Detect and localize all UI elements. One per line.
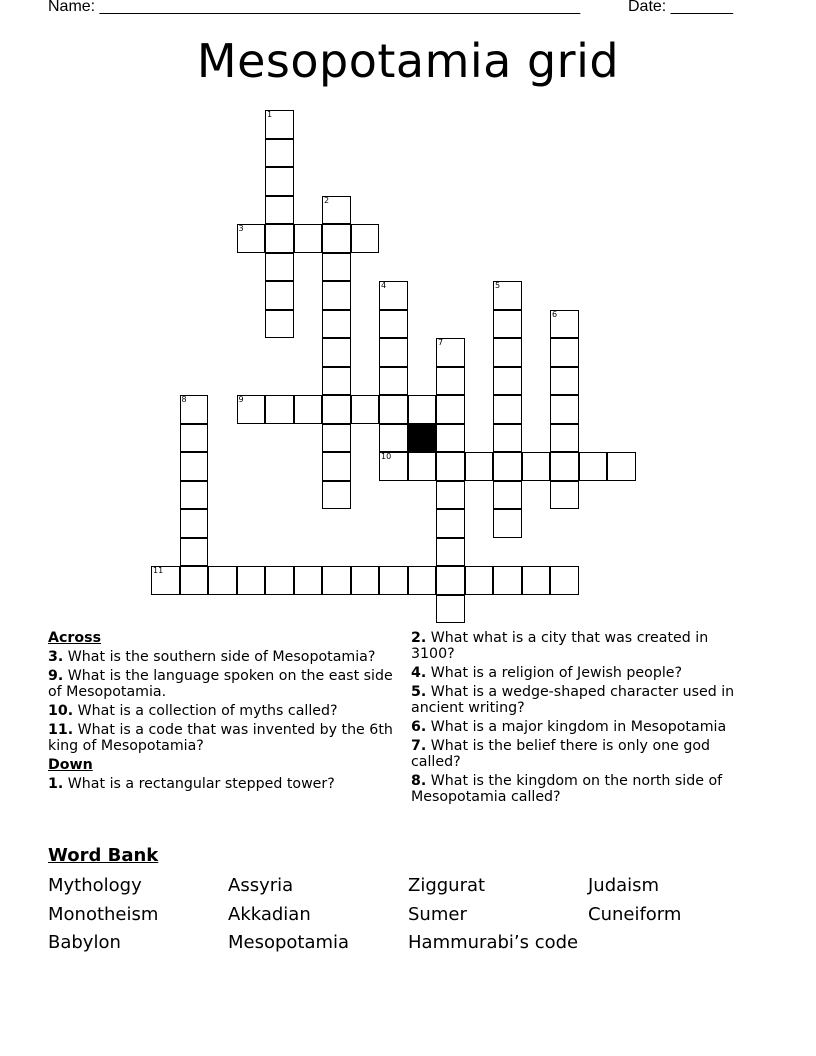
grid-cell[interactable] [265, 196, 294, 225]
grid-cell[interactable] [180, 395, 209, 424]
page-title: Mesopotamia grid [196, 34, 620, 88]
grid-cell[interactable] [180, 538, 209, 567]
clue-number: 8 [181, 395, 187, 404]
grid-cell[interactable] [379, 338, 408, 367]
grid-cell[interactable] [607, 452, 636, 481]
word-bank-item: Sumer [408, 904, 467, 925]
grid-cell[interactable] [493, 481, 522, 510]
grid-cell[interactable] [322, 196, 351, 225]
grid-cell[interactable] [436, 424, 465, 453]
grid-cell[interactable] [180, 424, 209, 453]
grid-cell[interactable] [550, 338, 579, 367]
grid-cell[interactable] [265, 566, 294, 595]
clue-number: 10 [381, 452, 392, 461]
clue-across-3: 3. What is the southern side of Mesopotamia? [48, 649, 376, 665]
name-line: Name: ______________________________________________________ [48, 0, 581, 15]
across-heading: Across [48, 630, 102, 646]
grid-cell[interactable] [322, 224, 351, 253]
clue-number: 4 [381, 281, 387, 290]
word-bank-item: Ziggurat [408, 875, 486, 896]
grid-cell[interactable] [265, 224, 294, 253]
grid-cell[interactable] [322, 452, 351, 481]
grid-cell[interactable] [408, 566, 437, 595]
grid-cell[interactable] [322, 367, 351, 396]
word-bank-item: Judaism [588, 875, 660, 896]
grid-cell[interactable] [408, 395, 437, 424]
word-bank-title: Word Bank [48, 845, 159, 866]
grid-cell[interactable] [351, 566, 380, 595]
clue-down-4: 4. What is a religion of Jewish people? [411, 665, 683, 681]
grid-cell[interactable] [180, 452, 209, 481]
grid-cell[interactable] [237, 395, 266, 424]
clue-number: 3 [238, 224, 244, 233]
grid-cell[interactable] [322, 395, 351, 424]
grid-cell[interactable] [322, 281, 351, 310]
clue-down-1: 1. What is a rectangular stepped tower? [48, 776, 335, 792]
grid-cell[interactable] [265, 253, 294, 282]
grid-cell[interactable] [436, 338, 465, 367]
grid-cell[interactable] [550, 367, 579, 396]
grid-cell[interactable] [408, 452, 437, 481]
clue-number: 6 [552, 309, 558, 319]
grid-cell[interactable] [550, 566, 579, 595]
grid-cell[interactable] [379, 367, 408, 396]
grid-cell[interactable] [493, 509, 522, 538]
clues-right-column [411, 630, 756, 808]
grid-cell[interactable] [151, 566, 180, 595]
clue-number: 9 [238, 395, 244, 404]
grid-cell[interactable] [379, 566, 408, 595]
grid-cell[interactable] [550, 452, 579, 481]
grid-cell[interactable] [265, 167, 294, 196]
grid-cell[interactable] [550, 424, 579, 453]
grid-cell[interactable] [265, 281, 294, 310]
clue-across-11: 11. What is a code that was invented by the 6th king of Mesopotamia? [48, 722, 393, 754]
word-bank-item: Akkadian [228, 904, 311, 925]
grid-cell[interactable] [550, 481, 579, 510]
clue-down-2: 2. What what is a city that was created in 3100? [411, 630, 709, 662]
down-heading: Down [48, 757, 93, 773]
grid-cell[interactable] [436, 481, 465, 510]
clue-across-10: 10. What is a collection of myths called? [48, 703, 338, 719]
grid-cell[interactable] [379, 281, 408, 310]
grid-cell[interactable] [180, 509, 209, 538]
grid-cell[interactable] [522, 452, 551, 481]
clue-across-9: 9. What is the language spoken on the east side of Mesopotamia. [48, 668, 393, 700]
clue-down-7: 7. What is the belief there is only one god called? [411, 738, 711, 770]
grid-cell[interactable] [379, 395, 408, 424]
grid-cell[interactable] [493, 566, 522, 595]
clue-number: 1 [267, 110, 273, 119]
grid-cell[interactable] [351, 395, 380, 424]
grid-cell[interactable] [436, 566, 465, 595]
grid-cell[interactable] [436, 538, 465, 567]
grid-cell[interactable] [208, 566, 237, 595]
grid-cell[interactable] [436, 509, 465, 538]
grid-cell[interactable] [436, 452, 465, 481]
black-square [408, 424, 437, 453]
grid-cell[interactable] [265, 395, 294, 424]
grid-cell[interactable] [351, 224, 380, 253]
grid-cell[interactable] [550, 310, 579, 339]
grid-cell[interactable] [294, 224, 323, 253]
word-bank-item: Monotheism [48, 904, 159, 925]
clue-down-6: 6. What is a major kingdom in Mesopotamia [411, 719, 727, 735]
grid-cell[interactable] [265, 110, 294, 139]
grid-cell[interactable] [237, 566, 266, 595]
grid-cell[interactable] [265, 310, 294, 339]
grid-cell[interactable] [294, 566, 323, 595]
grid-cell[interactable] [322, 338, 351, 367]
grid-cell[interactable] [493, 452, 522, 481]
grid-cell[interactable] [436, 595, 465, 624]
grid-cell[interactable] [493, 338, 522, 367]
grid-cell[interactable] [379, 424, 408, 453]
grid-cell[interactable] [237, 224, 266, 253]
grid-cell[interactable] [322, 253, 351, 282]
grid-cell[interactable] [493, 395, 522, 424]
grid-cell[interactable] [322, 566, 351, 595]
grid-cell[interactable] [322, 310, 351, 339]
grid-cell[interactable] [436, 367, 465, 396]
grid-cell[interactable] [465, 566, 494, 595]
grid-cell[interactable] [379, 310, 408, 339]
clue-number: 7 [438, 338, 444, 347]
word-bank-item: Assyria [228, 875, 294, 896]
grid-cell[interactable] [379, 452, 408, 481]
word-bank-item: Babylon [48, 932, 121, 953]
grid-cell[interactable] [294, 395, 323, 424]
word-bank-item: Hammurabi’s code [408, 932, 579, 953]
grid-cell[interactable] [493, 424, 522, 453]
grid-cell[interactable] [550, 395, 579, 424]
date-line: Date: _______ [628, 0, 733, 15]
grid-cell[interactable] [180, 566, 209, 595]
grid-cell[interactable] [465, 452, 494, 481]
grid-cell[interactable] [265, 139, 294, 168]
clue-down-8: 8. What is the kingdom on the north side of Mesopotamia called? [411, 773, 723, 805]
clue-number: 5 [495, 281, 501, 290]
grid-cell[interactable] [322, 481, 351, 510]
clues-left-column [48, 630, 393, 795]
grid-cell[interactable] [522, 566, 551, 595]
word-bank-item: Mesopotamia [228, 932, 350, 953]
grid-cell[interactable] [493, 281, 522, 310]
word-bank-item: Mythology [48, 875, 142, 896]
clue-number: 11 [153, 566, 164, 575]
grid-cell[interactable] [493, 367, 522, 396]
clue-number: 2 [324, 195, 330, 205]
grid-cell[interactable] [436, 395, 465, 424]
grid-cell[interactable] [180, 481, 209, 510]
word-bank-item: Cuneiform [588, 904, 682, 925]
grid-cell[interactable] [322, 424, 351, 453]
grid-cell[interactable] [493, 310, 522, 339]
grid-cell[interactable] [579, 452, 608, 481]
clue-down-5: 5. What is a wedge-shaped character used in ancient writing? [411, 684, 735, 716]
